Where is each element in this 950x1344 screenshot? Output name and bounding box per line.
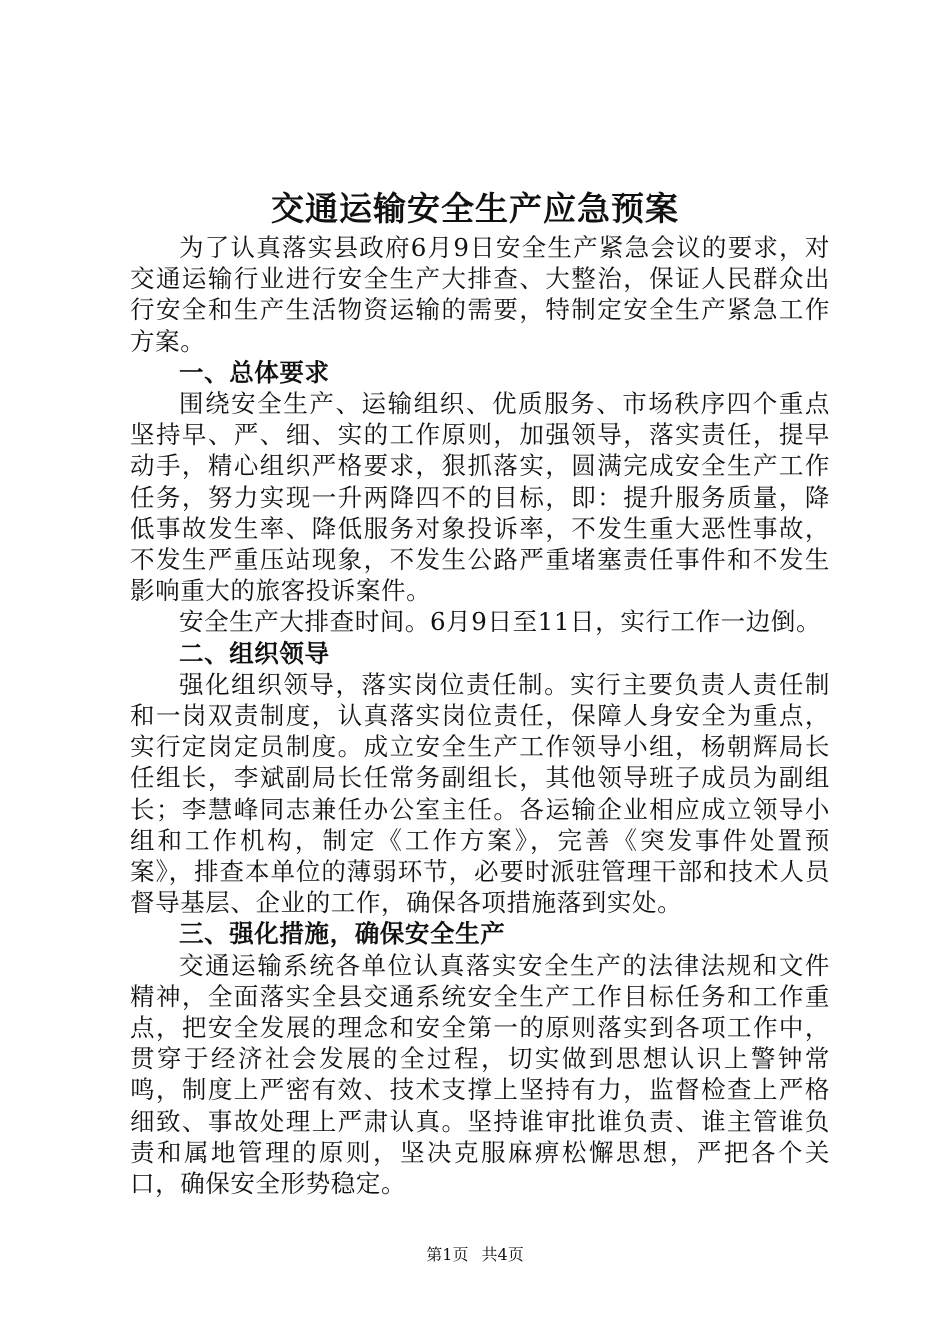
page-footer <box>0 1244 950 1266</box>
section-paragraph: 交通运输系统各单位认真落实安全生产的法律法规和文件精神，全面落实全县交通系统安全生产工作目标任务和工作重点，把安全发展的理念和安全第一的原则落实到各项工作中，贯穿于经济社会发展的全过程，切实做到思想认识上警钟常鸣，制度上严密有效、技术支撑上坚持有力，监督检查上严格细致、事故处理上严肃认真。坚持谁审批谁负责、谁主管谁负责和属地管理的原则，坚决克服麻痹松懈思想，严把各个关口，确保安全形势稳定。 <box>130 950 830 1199</box>
section-heading-general-requirements: 一、总体要求 <box>179 357 330 387</box>
page-number-current: 第1页 <box>426 1245 469 1264</box>
section-paragraph: 围绕安全生产、运输组织、优质服务、市场秩序四个重点坚持早、严、细、实的工作原则，加强领导，落实责任，提早动手，精心组织严格要求，狠抓落实，圆满完成安全生产工作任务，努力实现一升两降四不的目标，即：提升服务质量，降低事故发生率、降低服务对象投诉率，不发生重大恶性事故，不发生严重压站现象，不发生公路严重堵塞责任事件和不发生影响重大的旅客投诉案件。 <box>130 389 830 606</box>
section-heading-measures: 三、强化措施，确保安全生产 <box>179 919 506 949</box>
section-paragraph: 强化组织领导，落实岗位责任制。实行主要负责人责任制和一岗双责制度，认真落实岗位责任，保障人身安全为重点，实行定岗定员制度。成立安全生产工作领导小组，杨朝辉局长任组长，李斌副局长任常务副组长，其他领导班子成员为副组长；李慧峰同志兼任办公室主任。各运输企业相应成立领导小组和工作机构，制定《工作方案》，完善《突发事件处置预案》，排查本单位的薄弱环节，必要时派驻管理干部和技术人员督导基层、企业的工作，确保各项措施落到实处。 <box>130 669 830 918</box>
document-title: 交通运输安全生产应急预案 <box>271 189 679 228</box>
page-number-total: 共4页 <box>481 1245 524 1264</box>
section-paragraph: 安全生产大排查时间。6月9日至11日，实行工作一边倒。 <box>179 607 822 637</box>
intro-paragraph: 为了认真落实县政府6月9日安全生产紧急会议的要求，对交通运输行业进行安全生产大排查、大整治，保证人民群众出行安全和生产生活物资运输的需要，特制定安全生产紧急工作方案。 <box>130 233 830 356</box>
document-body <box>130 232 830 1199</box>
section-heading-organization: 二、组织领导 <box>179 638 330 668</box>
